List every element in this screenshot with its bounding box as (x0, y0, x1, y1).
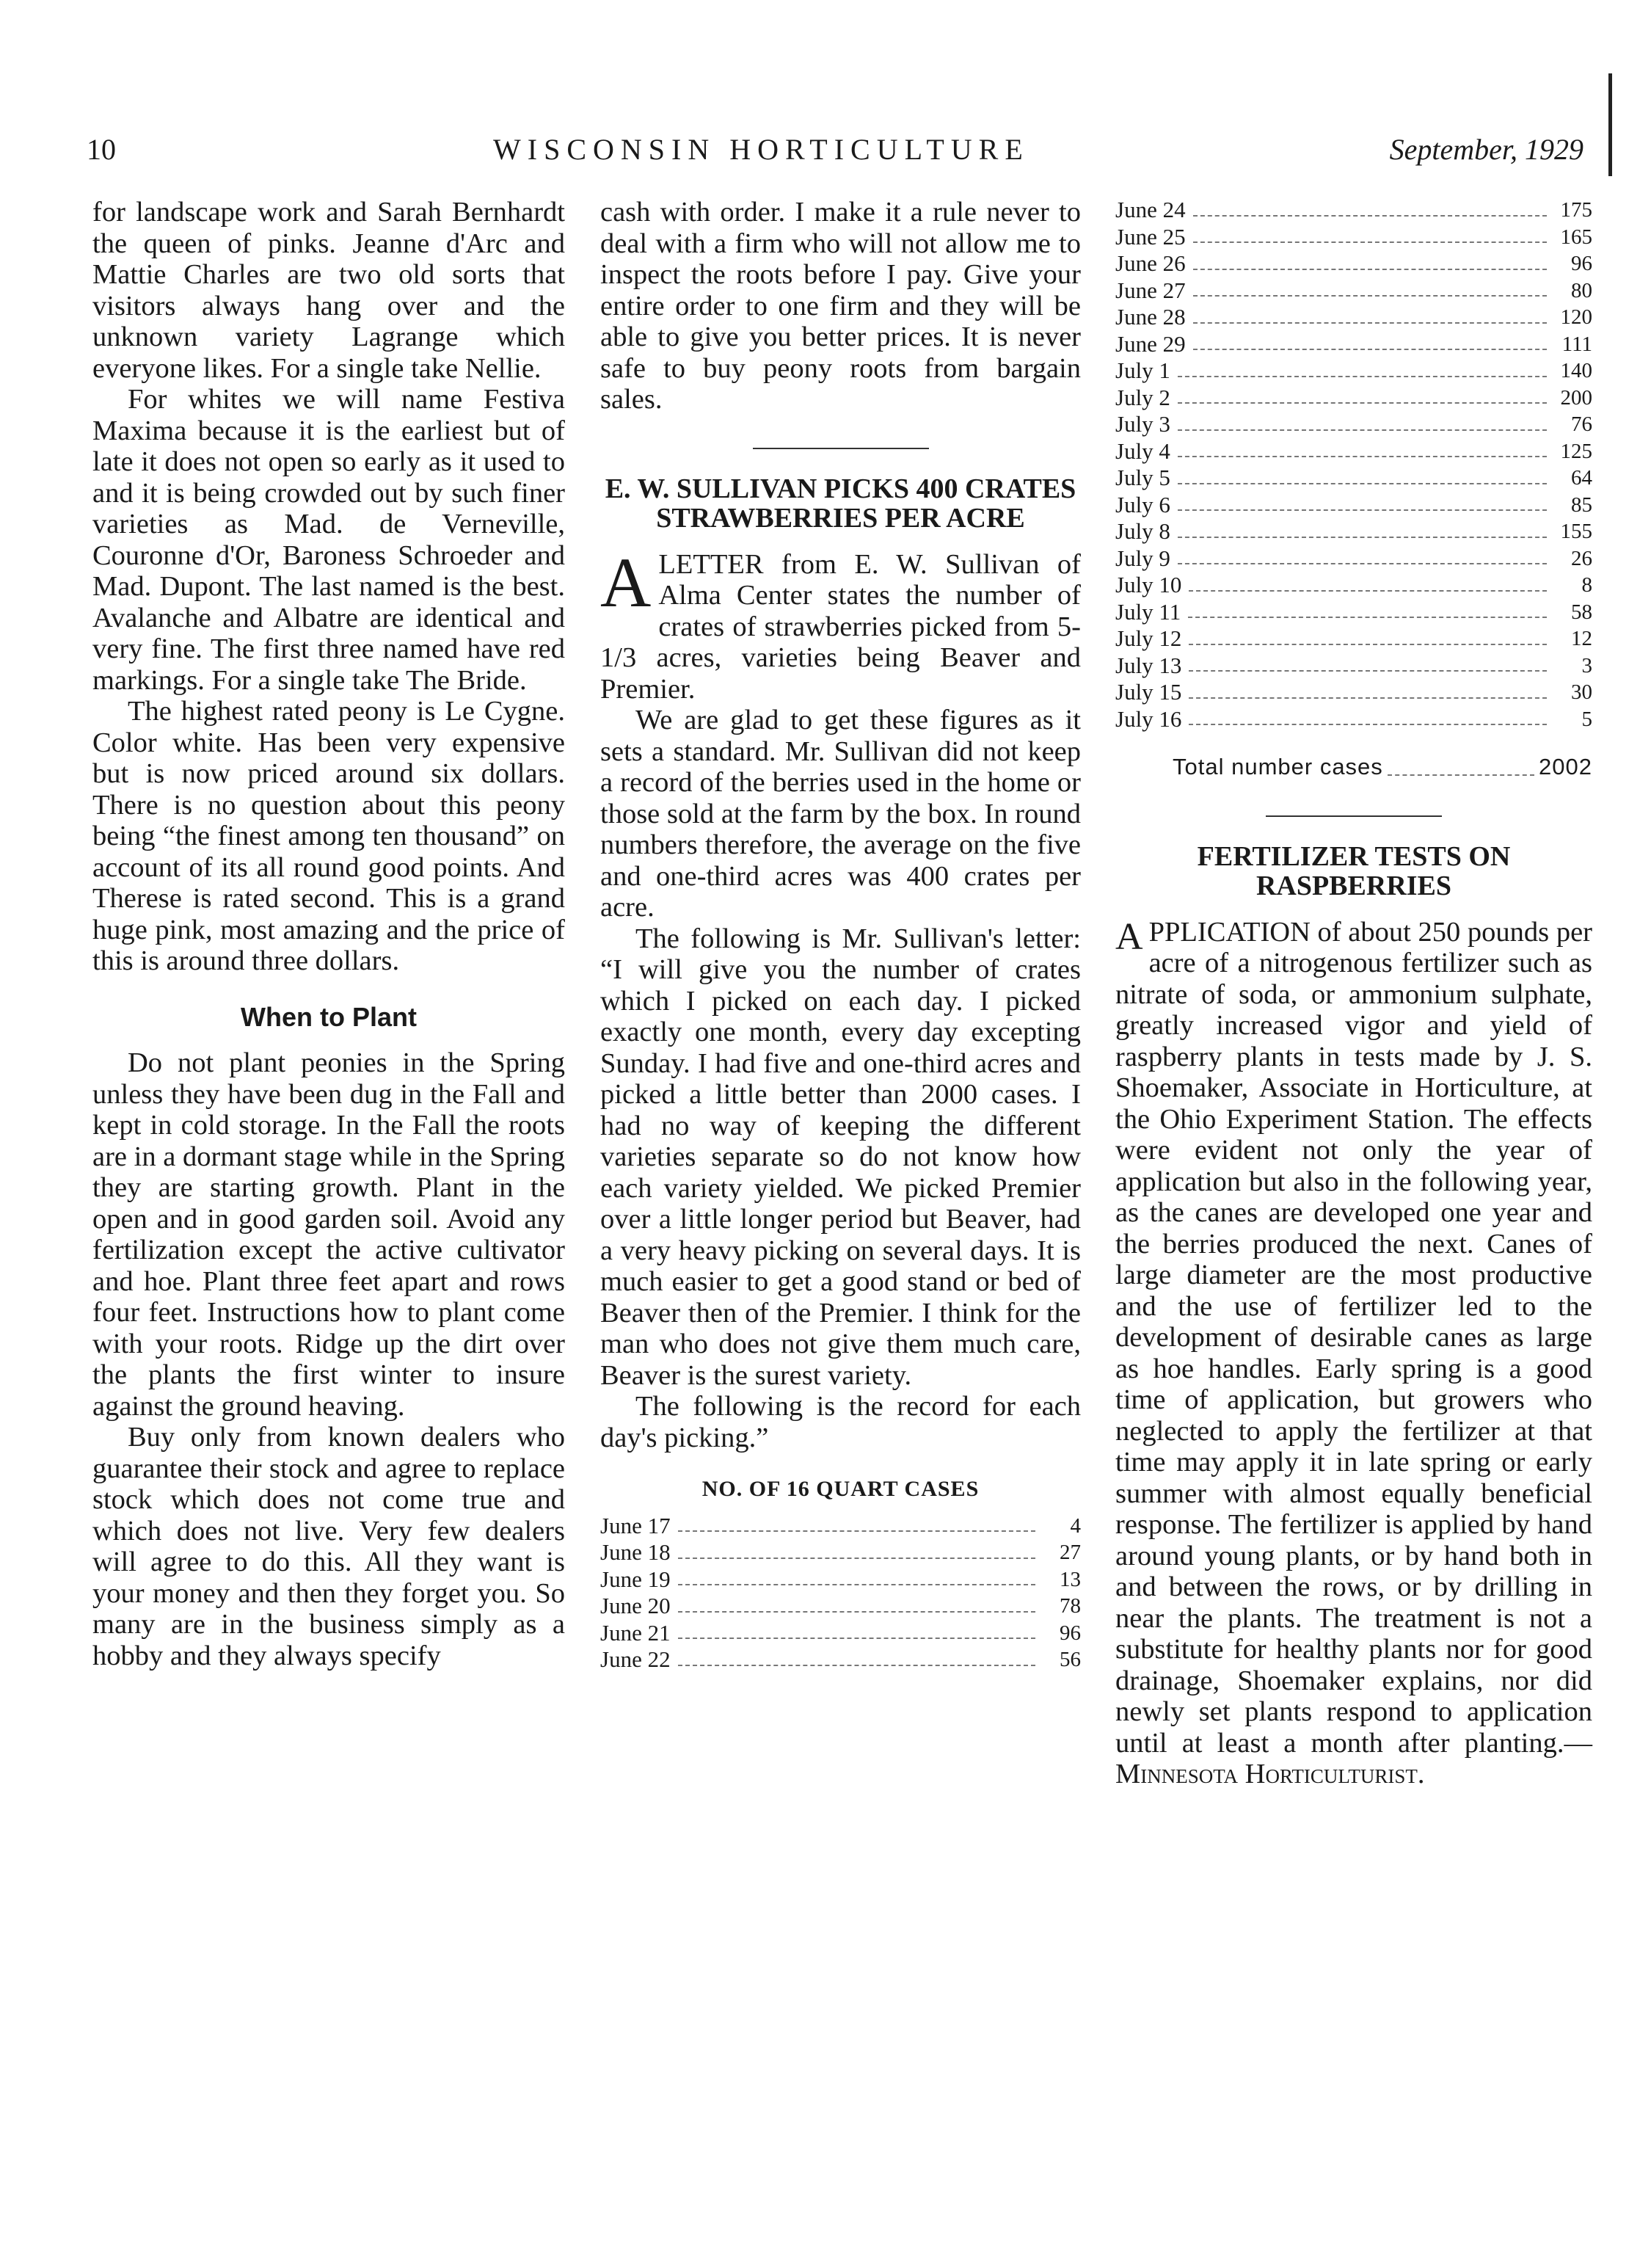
row-date: July 15 (1115, 679, 1182, 705)
row-date: June 22 (600, 1646, 671, 1672)
row-cases: 27 (1060, 1541, 1081, 1564)
leader-dots (1178, 438, 1547, 458)
row-date: July 16 (1115, 705, 1182, 732)
paragraph: Buy only from known dealers who guarantee their stock and agree to replace stock which does not come true and which does not live. Very few dealers will agree to do this. All they want is your money and then they forget you. So many are in the business simply as a hobby and they always specify (92, 1422, 565, 1671)
leader-dots (1189, 625, 1547, 645)
table-row (1115, 518, 1592, 545)
leader-dots (1388, 752, 1534, 776)
row-date: July 5 (1115, 465, 1170, 490)
table-row (1115, 706, 1592, 733)
row-cases: 13 (1060, 1567, 1081, 1591)
table-row (600, 1593, 1081, 1620)
leader-dots (1193, 331, 1547, 351)
leader-dots (678, 1620, 1035, 1640)
leader-dots (1193, 277, 1547, 297)
row-date: July 6 (1115, 491, 1170, 517)
table-row (1115, 545, 1592, 573)
table-total-row (1115, 752, 1592, 783)
row-cases: 96 (1571, 252, 1592, 275)
leader-dots (678, 1566, 1035, 1586)
table-row (1115, 224, 1592, 251)
paragraph-text: LETTER from E. W. Sullivan of Alma Center states the number of crates of strawberries picked from 5-1/3 acres, varieties being Beaver and Premier. (600, 548, 1081, 705)
row-date: July 10 (1115, 572, 1182, 597)
table-row (1115, 304, 1592, 331)
paragraph: The following is the record for each day's picking.” (600, 1391, 1081, 1453)
row-date: June 20 (600, 1593, 671, 1618)
table-row (600, 1646, 1081, 1673)
paragraph-text: PPLICATION of about 250 pounds per acre of a nitrogenous fertilizer such as nitrate of soda, or ammonium sulphate, greatly increased vigor and yield of raspberry plants in tests made by J. S. Shoemaker, Associate in Horticulture, at the Ohio Experiment Station. The effects were evident not only the year of application but also in the following year, as the canes are developed one year and the berries produced the next. Canes of large diameter are the most productive and the use of fertilizer led to the development of desirable canes as large as hoe handles. Early spring is a good time of application, but growers who neglected to apply the fertilizer at that time may apply it in late spring or early summer with almost equally beneficial response. The fertilizer is applied by hand around young plants, or by hand both in and between the rows, or by drilling in near the plants. The treatment is not a substitute for healthy plants nor for good drainage, Shoemaker explains, nor did newly set plants respond to application until at least a month after planting.— (1115, 916, 1592, 1759)
table-row (1115, 197, 1592, 224)
leader-dots (1189, 653, 1547, 672)
row-cases: 56 (1060, 1648, 1081, 1671)
row-date: July 8 (1115, 518, 1170, 544)
row-cases: 58 (1571, 600, 1592, 624)
picking-table-part-1 (600, 1513, 1081, 1673)
paragraph: The highest rated peony is Le Cygne. Color white. Has been very expensive but is now priced around six dollars. There is no question about this peony being “the finest among ten thousand” on account of its all round good points. And Therese is rated second. This is a grand huge pink, most amazing and the price of this is around three dollars. (92, 696, 565, 976)
leader-dots (1178, 465, 1547, 484)
row-cases: 85 (1571, 493, 1592, 517)
row-cases: 140 (1560, 359, 1592, 382)
leader-dots (1189, 706, 1547, 726)
table-row (1115, 465, 1592, 492)
divider (1266, 815, 1442, 817)
row-date: July 12 (1115, 625, 1182, 651)
row-date: July 11 (1115, 598, 1181, 625)
leader-dots (1193, 304, 1547, 324)
table-row (1115, 331, 1592, 358)
table-row (1115, 277, 1592, 305)
row-cases: 165 (1560, 225, 1592, 249)
row-cases: 12 (1571, 627, 1592, 650)
table-row (1115, 653, 1592, 680)
column-2 (600, 197, 1081, 1673)
leader-dots (678, 1593, 1035, 1613)
leader-dots (1178, 492, 1547, 512)
row-date: July 1 (1115, 357, 1170, 383)
table-row (600, 1566, 1081, 1593)
row-cases: 76 (1571, 412, 1592, 436)
table-row (1115, 599, 1592, 626)
leader-dots (678, 1513, 1035, 1533)
table-row (600, 1620, 1081, 1647)
leader-dots (1193, 250, 1547, 270)
page-edge-rule (1608, 73, 1612, 176)
row-date: June 18 (600, 1539, 671, 1565)
drop-cap: A (1115, 915, 1143, 958)
paragraph: The following is Mr. Sullivan's letter: “I will give you the number of crates which I picked on each day. I picked exactly one month, every day excepting Sunday. I had five and one-third acres and picked a little better than 2000 cases. I had no way of keeping the different varieties separate so do not know how each variety yielded. We picked Premier over a little longer period but Beaver, had a very heavy picking on several days. It is much easier to get a good stand or bed of Beaver then of the Premier. I think for the man who does not give them much care, Beaver is the surest variety. (600, 923, 1081, 1391)
row-cases: 8 (1581, 573, 1592, 597)
row-date: June 19 (600, 1566, 671, 1592)
table-row (1115, 385, 1592, 412)
divider (753, 448, 929, 449)
journal-title: WISCONSIN HORTICULTURE (493, 133, 1029, 166)
issue-date: September, 1929 (1389, 133, 1583, 166)
leader-dots (1178, 357, 1547, 377)
row-date: July 2 (1115, 384, 1170, 410)
source-credit: Minnesota Horticulturist. (1115, 1759, 1425, 1789)
row-cases: 3 (1581, 653, 1592, 677)
article-headline: E. W. SULLIVAN PICKS 400 CRATES STRAWBERRIES PER ACRE (605, 473, 1076, 534)
paragraph: We are glad to get these figures as it sets a standard. Mr. Sullivan did not keep a record of the berries used in the home or those sold at the farm by the box. In round numbers therefore, the average on the five and one-third acres was 400 crates per acre. (600, 705, 1081, 923)
leader-dots (1193, 224, 1547, 244)
column-1 (92, 197, 565, 1671)
leader-dots (1188, 599, 1547, 619)
table-row (1115, 411, 1592, 438)
section-heading: When to Plant (241, 1001, 417, 1032)
leader-dots (1189, 572, 1547, 592)
row-cases: 200 (1560, 385, 1592, 410)
leader-dots (1178, 411, 1547, 431)
row-cases: 111 (1561, 332, 1592, 356)
paragraph (600, 542, 1081, 705)
row-date: June 24 (1115, 197, 1186, 222)
total-value: 2002 (1539, 754, 1592, 779)
row-cases: 155 (1560, 520, 1592, 543)
row-date: June 26 (1115, 250, 1186, 276)
row-cases: 120 (1560, 305, 1592, 329)
row-date: June 29 (1115, 330, 1186, 357)
paragraph (1115, 917, 1592, 1790)
row-cases: 5 (1581, 707, 1592, 731)
row-date: June 27 (1115, 277, 1186, 303)
page-number: 10 (87, 133, 116, 166)
table-row (1115, 572, 1592, 599)
paragraph: cash with order. I make it a rule never to deal with a firm who will not allow me to inspect the roots before I pay. Give your entire order to one firm and they will be able to give you better prices. It is never safe to buy peony roots from bargain sales. (600, 197, 1081, 415)
table-row (1115, 357, 1592, 385)
leader-dots (1178, 545, 1547, 565)
drop-cap: A (600, 542, 652, 622)
leader-dots (1189, 679, 1547, 699)
column-3 (1115, 197, 1592, 1790)
table-row (600, 1513, 1081, 1540)
row-cases: 80 (1571, 278, 1592, 302)
row-cases: 4 (1070, 1513, 1081, 1538)
row-date: July 3 (1115, 411, 1170, 437)
leader-dots (678, 1646, 1035, 1666)
paragraph: for landscape work and Sarah Bernhardt the queen of pinks. Jeanne d'Arc and Mattie Charles are two old sorts that visitors always hang over and the unknown variety Lagrange which everyone likes. For a single take Nellie. (92, 197, 565, 384)
paragraph: For whites we will name Festiva Maxima because it is the earliest but of late it does not open so early as it used to and it is being crowded out by such finer varieties as Mad. de Verneville, Couronne d'Or, Baroness Schroeder and Mad. Dupont. The last named is the best. Avalanche and Albatre are identical and very fine. The first three named have red markings. For a single take The Bride. (92, 384, 565, 696)
row-date: June 25 (1115, 223, 1186, 250)
row-cases: 78 (1060, 1594, 1081, 1618)
row-date: June 21 (600, 1619, 671, 1646)
article-headline: FERTILIZER TESTS ON RASPBERRIES (1197, 840, 1511, 901)
row-date: July 9 (1115, 545, 1170, 571)
row-date: July 4 (1115, 437, 1170, 464)
row-cases: 96 (1060, 1621, 1081, 1645)
table-row (600, 1539, 1081, 1566)
row-date: June 17 (600, 1512, 671, 1538)
leader-dots (1193, 197, 1547, 217)
row-cases: 30 (1571, 680, 1592, 704)
leader-dots (1178, 385, 1547, 404)
table-row (1115, 492, 1592, 519)
row-date: July 13 (1115, 652, 1182, 678)
table-row (1115, 438, 1592, 465)
row-cases: 125 (1560, 439, 1592, 463)
picking-table-part-2 (1115, 197, 1592, 733)
paragraph: Do not plant peonies in the Spring unless they have been dug in the Fall and kept in cold storage. In the Fall the roots are in a dormant stage while in the Spring they are starting growth. Plant in the open and in good garden soil. Avoid any fertilization except the active cultivator and hoe. Plant three feet apart and rows four feet. Instructions how to plant come with your roots. Ridge up the dirt over the plants the first winter to insure against the ground heaving. (92, 1047, 565, 1422)
row-date: June 28 (1115, 304, 1186, 330)
row-cases: 26 (1571, 546, 1592, 570)
row-cases: 175 (1560, 198, 1592, 222)
table-row (1115, 679, 1592, 706)
table-row (1115, 625, 1592, 653)
total-label: Total number cases (1173, 754, 1383, 779)
leader-dots (1178, 518, 1547, 538)
table-row (1115, 250, 1592, 277)
table-title: NO. OF 16 QUART CASES (701, 1477, 980, 1501)
leader-dots (678, 1539, 1035, 1559)
page-header (87, 132, 1583, 176)
row-cases: 64 (1571, 466, 1592, 490)
